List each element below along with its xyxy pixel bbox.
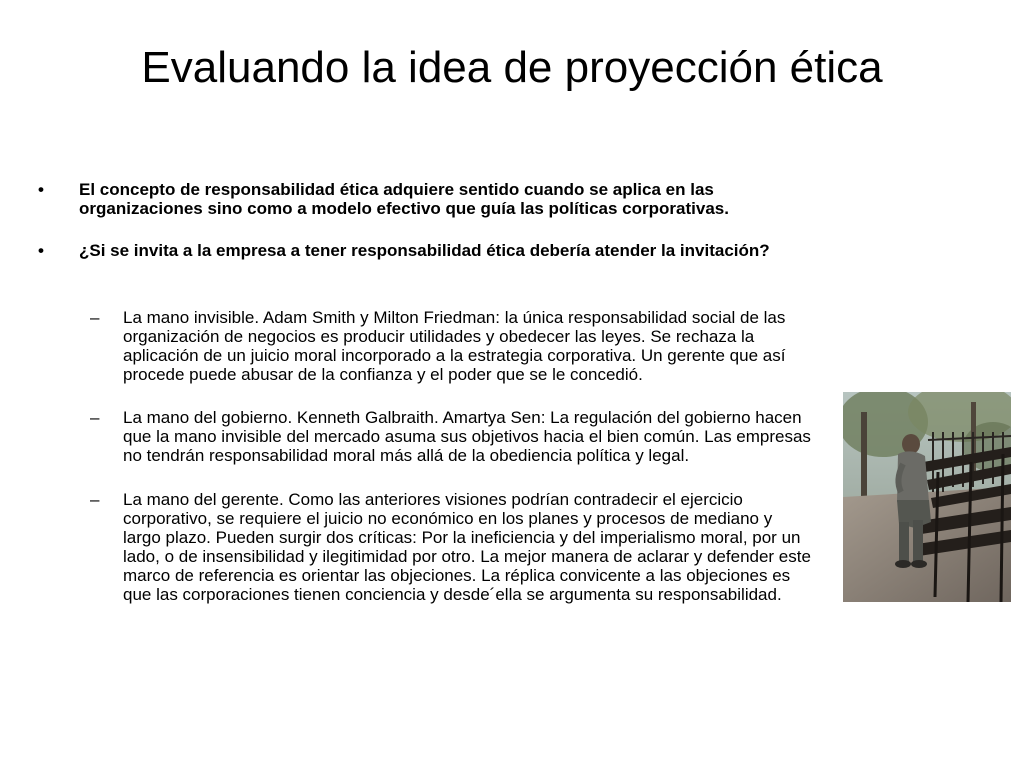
sub-bullet-text: La mano del gerente. Como las anteriores visiones podrían contradecir el ejercicio corporativo, se requiere el juicio no económico en los planes y procesos de mediano y largo plazo. Pueden surgir dos críticas: Por la ineficiencia y del imperialismo moral, por un lado, o de insensibilidad y ilegitimidad por otro. La mejor manera de aclarar y defender este marco de referencia es orientar las objeciones. La réplica convicente a las objeciones es que las corporaciones tienen conciencia y desde´ella se argumenta su responsabilidad.	[123, 490, 811, 604]
sub-bullet-text: La mano invisible. Adam Smith y Milton Friedman: la única responsabilidad social de las organización de negocios es producir utilidades y obedecer las leyes. Se rechaza la aplicación de un juicio moral incorporado a la estrategia corporativa. Un gerente que así procede puede abusar de la confianza y el poder que se le concedió.	[123, 308, 786, 384]
sub-bullet-text: La mano del gobierno. Kenneth Galbraith. Amartya Sen: La regulación del gobierno hacen que la mano invisible del mercado asuma sus objetivos hacia el bien común. Las empresas no tendrán responsabilidad moral más allá de la obediencia política y legal.	[123, 408, 811, 465]
dash-marker: –	[90, 408, 100, 427]
dash-marker: –	[90, 490, 100, 509]
park-bench-image	[843, 392, 1011, 602]
bullet-marker: •	[38, 241, 44, 260]
bullet-marker: •	[38, 180, 44, 199]
bullet-text: El concepto de responsabilidad ética adquiere sentido cuando se aplica en las organizaciones sino como a modelo efectivo que guía las políticas corporativas.	[79, 180, 729, 218]
bullet-text: ¿Si se invita a la empresa a tener responsabilidad ética debería atender la invitación?	[79, 241, 770, 260]
slide-title: Evaluando la idea de proyección ética	[141, 43, 883, 92]
park-bench-photo	[843, 392, 1011, 602]
dash-marker: –	[90, 308, 100, 327]
